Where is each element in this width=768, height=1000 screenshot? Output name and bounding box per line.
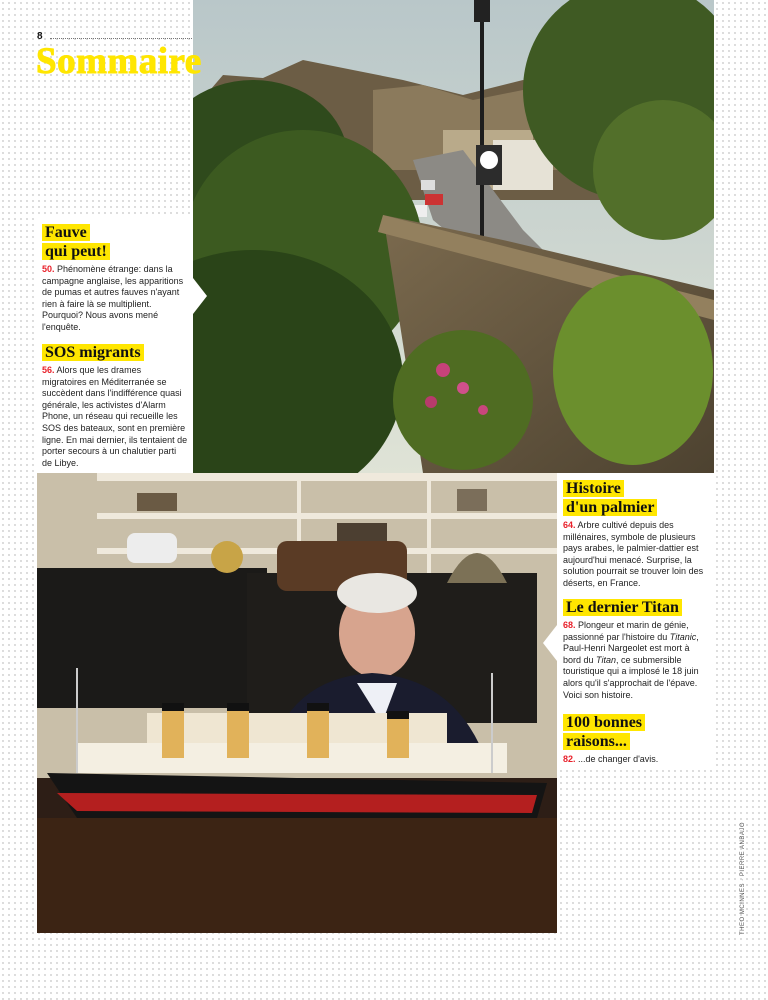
box-pointer-left: [543, 625, 557, 661]
article-summary: Plongeur et marin de génie, passionné par l'histoire du: [563, 620, 689, 642]
article-fauve[interactable]: [42, 223, 186, 334]
article-sos-migrants[interactable]: [42, 343, 188, 469]
article-palmier[interactable]: [563, 479, 709, 590]
page-title: Sommaire: [36, 41, 202, 82]
photo-credit: THEO MCINNES · PIERRE ANBAJO: [740, 821, 746, 935]
village-street-photo: [193, 0, 714, 473]
article-page-number: 56.: [42, 365, 55, 375]
article-heading: Histoire: [563, 480, 624, 497]
article-heading: Fauve: [42, 224, 90, 241]
article-summary: Phénomène étrange: dans la campagne anglaise, les apparitions de pumas et autres fauves n'ayant rien à faire là se multiplient. Pourquoi? Nous avons mené l'enquête.: [42, 264, 184, 332]
article-heading: d'un palmier: [563, 499, 657, 516]
article-heading: raisons...: [563, 733, 630, 750]
village-street-illustration: [193, 0, 714, 473]
article-page-number: 64.: [563, 520, 576, 530]
article-heading: SOS migrants: [42, 344, 144, 361]
article-heading: 100 bonnes: [563, 714, 645, 731]
page-number: 8: [37, 31, 43, 42]
article-summary: Arbre cultivé depuis des millénaires, symbole de plusieurs pays arabes, le palmier-dattier est aujourd'hui menacé. Surprise, la solution pourrait se trouver loin des déserts, en France.: [563, 520, 704, 588]
article-titan[interactable]: [563, 598, 709, 701]
article-summary: , Paul-Henri Nargeolet est mort à bord du: [563, 631, 699, 665]
article-summary-italic: Titan: [596, 654, 616, 665]
box-pointer-right: [193, 278, 207, 314]
article-summary: ...de changer d'avis.: [578, 754, 659, 764]
article-summary: , ce submersible touristique qui a implosé le 18 juin alors qu'il s'approchait de l'épave. Voici son histoire.: [563, 654, 699, 700]
article-heading: Le dernier Titan: [563, 599, 682, 616]
article-100-raisons[interactable]: [563, 713, 709, 766]
titanic-model-photo: [37, 473, 557, 933]
article-heading: qui peut!: [42, 243, 110, 260]
article-page-number: 50.: [42, 264, 55, 274]
article-page-number: 68.: [563, 620, 576, 630]
article-page-number: 82.: [563, 754, 576, 764]
article-summary: Alors que les drames migratoires en Méditerranée se succèdent dans l'indifférence quasi générale, les activistes d'Alarm Phone, un réseau qui recueille les SOS des bateaux, sont en première ligne. En mai dernier, ils tentaient de porter secours à un chalutier parti de Libye.: [42, 365, 188, 468]
titanic-model-illustration: [37, 473, 557, 933]
article-summary-italic: Titanic: [669, 631, 697, 642]
